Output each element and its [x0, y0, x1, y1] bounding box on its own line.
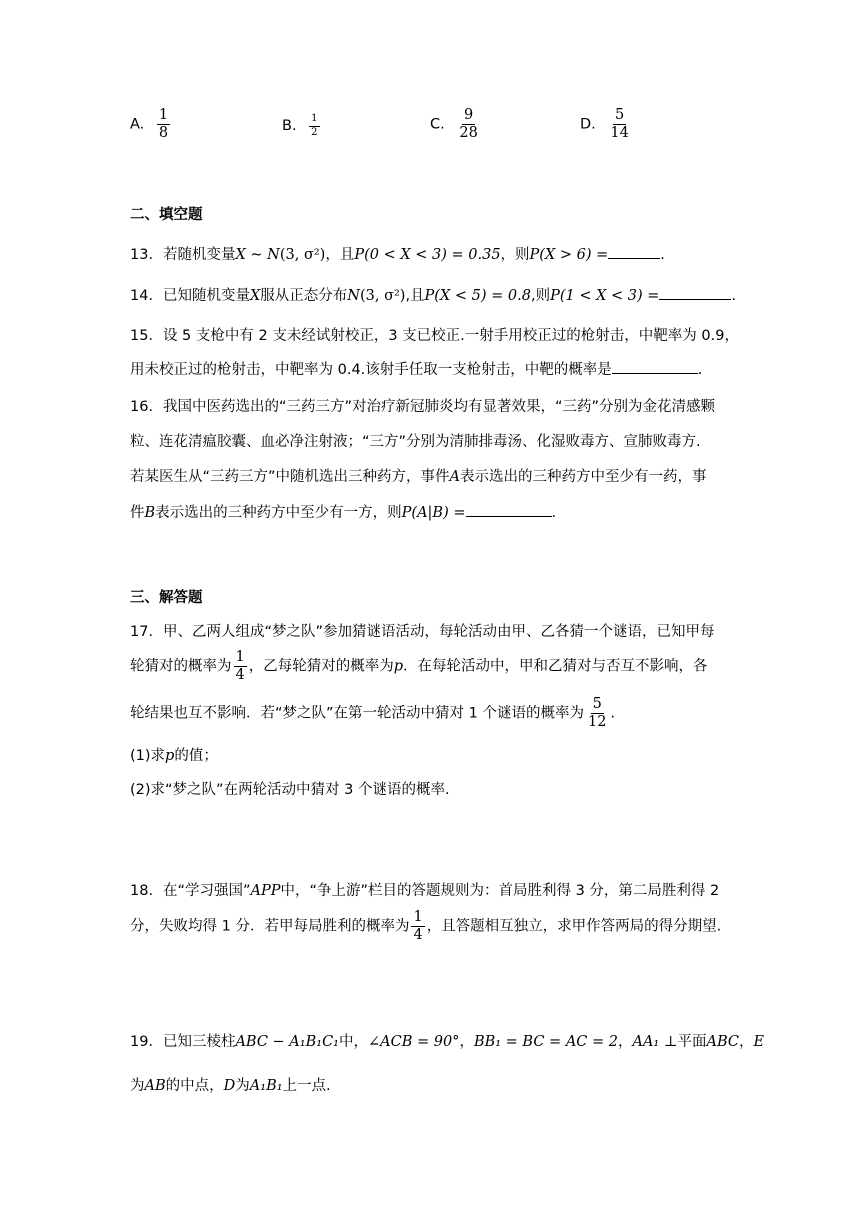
option-c-fraction — [457, 108, 479, 141]
q19-segment-a1b1: A₁B₁ — [249, 1078, 283, 1094]
q19-prism: ABC − A₁B₁C₁ — [235, 1034, 339, 1050]
q17-frac1-num: 1 — [234, 650, 247, 667]
q17-sub-1a: (1)求 — [130, 748, 166, 764]
q14-text-1: 已知随机变量 — [162, 288, 250, 304]
q16-end: . — [551, 505, 557, 521]
question-15-line-1 — [130, 324, 739, 345]
option-b-fraction — [309, 114, 319, 138]
q19-point-d: D — [223, 1078, 236, 1094]
option-b — [282, 114, 322, 138]
q16-line-3b: 表示选出的三种药方中至少有一药，事 — [460, 469, 707, 485]
question-15-line-2 — [130, 358, 702, 379]
question-17-part-1 — [130, 744, 218, 765]
q17-line-1: 甲、乙两人组成“梦之队”参加猜谜语活动，每轮活动由甲、乙各猜一个谜语，已知甲每 — [162, 624, 715, 640]
option-a — [130, 108, 172, 141]
q17-line-2a: 轮猜对的概率为 — [130, 658, 232, 675]
q17-frac2-den: 12 — [587, 714, 607, 731]
q15-end: . — [697, 362, 703, 378]
option-b-numerator: 1 — [309, 114, 319, 127]
section-fill-in-title: 二、填空题 — [130, 207, 203, 223]
q17-fraction-2 — [586, 697, 608, 730]
q19-line-1b: 中， — [338, 1034, 368, 1050]
q19-line-1f: ， — [739, 1034, 754, 1050]
option-c-label: C. — [430, 116, 445, 133]
q17-sub-1-var: p — [165, 748, 175, 764]
q19-line-1c: ， — [459, 1034, 474, 1050]
question-17-line-2 — [130, 650, 708, 683]
option-a-denominator: 8 — [158, 125, 169, 142]
q16-line-3a: 若某医生从“三药三方”中随机选出三种药方，事件 — [130, 469, 450, 485]
q18-line-2a: 分，失败均得 1 分．若甲每局胜利的概率为 — [130, 918, 410, 935]
option-d-numerator: 5 — [613, 108, 626, 125]
option-d — [580, 108, 633, 141]
q19-point-e: E — [753, 1034, 765, 1050]
question-16-line-1 — [130, 395, 715, 416]
q16-event-b: B — [144, 505, 156, 521]
q17-var-p: p — [393, 658, 404, 675]
option-d-label: D. — [580, 116, 596, 133]
q14-math-2b: (3, σ²) — [359, 288, 406, 304]
q19-angle: ∠ACB = 90° — [367, 1034, 460, 1050]
q18-line-1a: 在“学习强国” — [162, 883, 251, 899]
option-c-denominator: 28 — [459, 125, 478, 142]
q17-line-3a: 轮结果也互不影响．若“梦之队”在第一轮活动中猜对 1 个谜语的概率为 — [130, 705, 584, 722]
question-16-line-2 — [130, 430, 701, 451]
q14-end: . — [731, 288, 737, 304]
q18-fraction — [411, 910, 424, 943]
option-b-denominator: 2 — [311, 126, 318, 138]
question-17-line-1 — [130, 620, 714, 641]
q15-line-2: 用未校正过的枪射击，中靶率为 0.4.该射手任取一支枪射击，中靶的概率是 — [130, 362, 612, 378]
q14-text-4: ,则 — [530, 288, 551, 304]
q16-math: P(A|B) = — [401, 505, 466, 521]
question-16-line-3 — [130, 465, 707, 486]
q17-fraction-1 — [234, 650, 247, 683]
q16-line-4a: 件 — [130, 505, 145, 521]
q18-frac-den: 4 — [413, 927, 423, 944]
q13-number: 13． — [130, 247, 163, 263]
option-a-numerator: 1 — [157, 108, 170, 125]
q19-line-2b: 的中点， — [165, 1078, 224, 1094]
question-16-line-4 — [130, 501, 556, 522]
q14-math-2: N — [347, 288, 360, 304]
q13-text-3: ，则 — [500, 247, 530, 263]
q19-lengths: BB₁ = BC = AC = 2 — [473, 1034, 618, 1050]
q15-answer-blank — [612, 359, 698, 374]
option-c-numerator: 9 — [462, 108, 475, 125]
q18-app: APP — [250, 883, 281, 899]
q14-math-4: P(1 < X < 3) = — [550, 288, 660, 304]
q19-line-2c: 为 — [235, 1078, 250, 1094]
option-d-fraction — [608, 108, 630, 141]
q16-number: 16． — [130, 399, 163, 415]
q18-line-2b: ，且答题相互独立，求甲作答两局的得分期望. — [426, 918, 722, 935]
q13-math-2: P(0 < X < 3) = 0.35 — [354, 247, 501, 263]
q17-line-3b: . — [610, 705, 616, 722]
q19-plane: ABC — [706, 1034, 739, 1050]
q19-line-2d: 上一点. — [282, 1078, 331, 1094]
q19-line-1d: ， — [617, 1034, 633, 1050]
q17-sub-1b: 的值； — [174, 748, 218, 764]
q17-line-2b: ，乙每轮猜对的概率为 — [248, 658, 394, 675]
q17-frac2-num: 5 — [591, 697, 604, 714]
q17-frac1-den: 4 — [235, 667, 245, 684]
question-19-line-2 — [130, 1074, 331, 1095]
q16-line-1: 我国中医药选出的“三药三方”对治疗新冠肺炎均有显著效果，“三药”分别为金花清感颗 — [162, 399, 715, 415]
q16-event-a: A — [449, 469, 461, 485]
q13-math-3: P(X > 6) = — [529, 247, 609, 263]
q19-perp: AA₁ ⊥ — [632, 1034, 678, 1050]
q14-math-3: P(X < 5) = 0.8 — [424, 288, 531, 304]
q18-line-1b: 中，“争上游”栏目的答题规则为：首局胜利得 3 分，第二局胜利得 2 — [280, 883, 720, 899]
q19-line-2a: 为 — [130, 1078, 145, 1094]
q14-number: 14． — [130, 288, 163, 304]
q17-sub-2: (2)求“梦之队”在两轮活动中猜对 3 个谜语的概率. — [130, 782, 450, 798]
option-d-denominator: 14 — [610, 125, 629, 142]
q18-number: 18． — [130, 883, 163, 899]
question-14 — [130, 284, 736, 305]
q17-number: 17． — [130, 624, 163, 640]
option-a-label: A. — [130, 116, 145, 133]
q19-line-1e: 平面 — [677, 1034, 707, 1050]
q15-line-1: 设 5 支枪中有 2 支未经试射校正，3 支已校正.一射手用校正过的枪射击，中靶率为 0.9， — [162, 328, 739, 344]
q16-answer-blank — [466, 502, 552, 517]
q14-text-2: 服从正态分布 — [260, 288, 348, 304]
q13-end: . — [660, 247, 665, 263]
question-19-line-1 — [130, 1030, 764, 1051]
q18-frac-num: 1 — [411, 910, 424, 927]
option-c — [430, 108, 482, 141]
q14-answer-blank — [659, 285, 731, 300]
q16-line-2: 粒、连花清瘟胶囊、血必净注射液；“三方”分别为清肺排毒汤、化湿败毒方、宣肺败毒方. — [130, 434, 701, 450]
question-17-part-2 — [130, 778, 450, 799]
question-18-line-2 — [130, 910, 721, 943]
q15-number: 15． — [130, 328, 163, 344]
section-solutions-title: 三、解答题 — [130, 590, 203, 606]
option-a-fraction — [157, 108, 170, 141]
option-b-label: B. — [282, 118, 297, 134]
q16-line-4b: 表示选出的三种药方中至少有一方，则 — [155, 505, 402, 521]
question-17-line-3 — [130, 697, 615, 730]
q19-line-1a: 已知三棱柱 — [162, 1034, 236, 1050]
question-13 — [130, 243, 665, 264]
q17-line-2c: ．在每轮活动中，甲和乙猜对与否互不影响，各 — [403, 658, 708, 675]
q19-segment-ab: AB — [144, 1078, 166, 1094]
q13-answer-blank — [608, 244, 660, 259]
q13-math-1: X ~ N — [235, 247, 280, 263]
q14-math-1: X — [249, 288, 261, 304]
q13-text-1: 若随机变量 — [162, 247, 236, 263]
question-18-line-1 — [130, 879, 719, 900]
q13-text-2: ，且 — [325, 247, 355, 263]
q13-math-1b: (3, σ²) — [279, 247, 326, 263]
q19-number: 19． — [130, 1034, 163, 1050]
q14-text-3: ,且 — [405, 288, 425, 304]
